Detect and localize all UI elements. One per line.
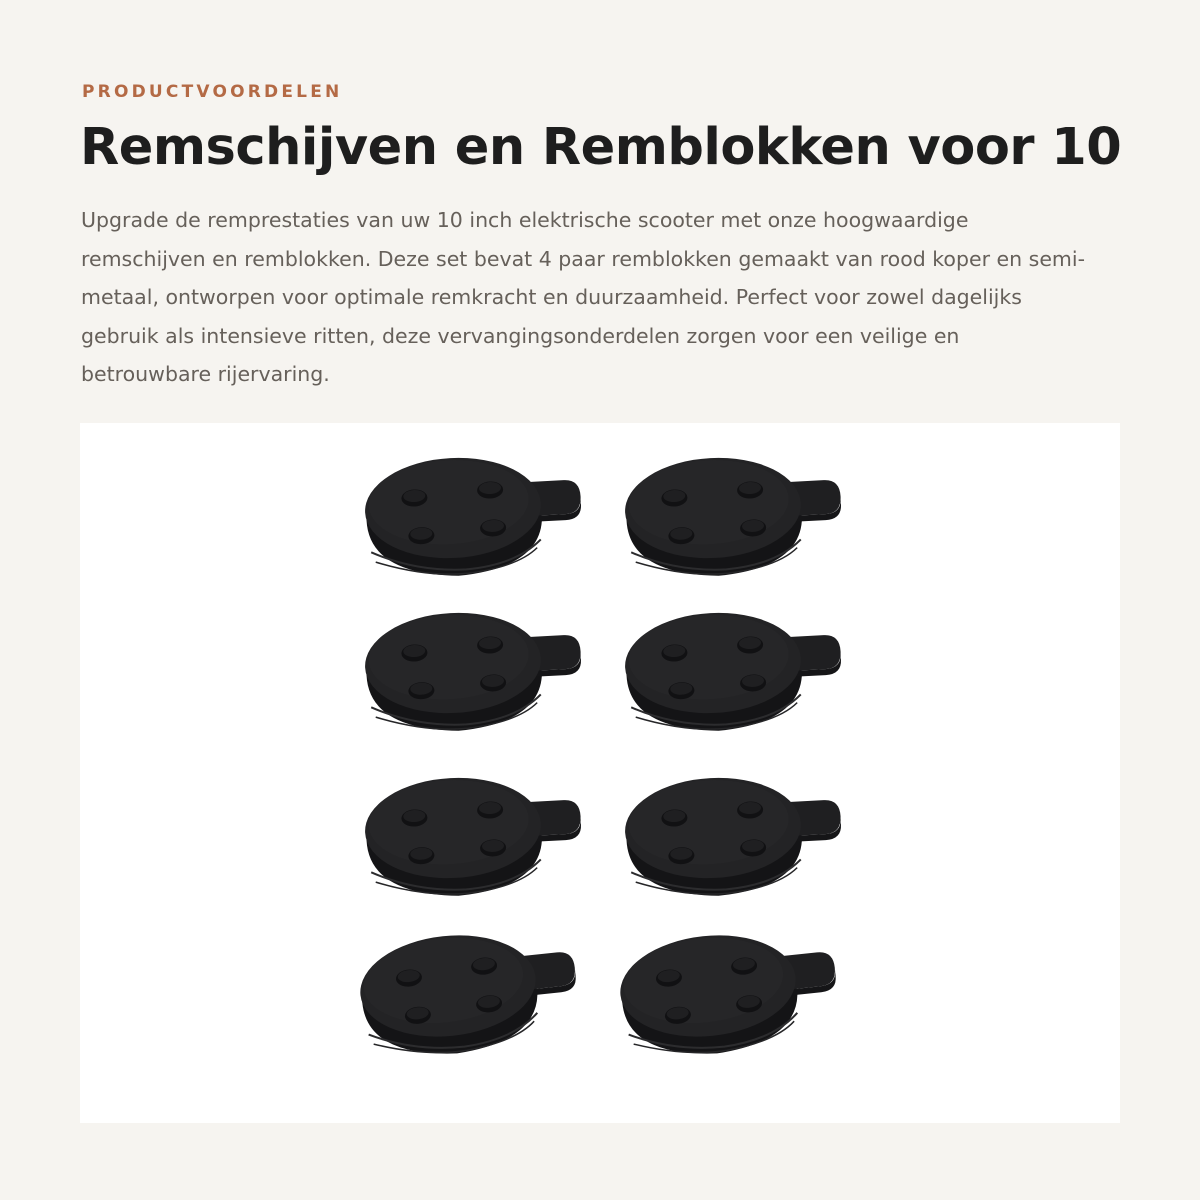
section-title: Remschijven en Remblokken voor 10 [80, 118, 1122, 177]
brake-pad-image [363, 771, 585, 900]
brake-pads-illustration [80, 423, 1120, 1123]
brake-pad-image [623, 451, 845, 580]
section-eyebrow: PRODUCTVOORDELEN [82, 82, 343, 102]
section-description: Upgrade de remprestaties van uw 10 inch elektrische scooter met onze hoogwaardige remschijven en remblokken. Deze set bevat 4 paar remblokken gemaakt van rood koper en semi-metaal, ontworpen voor optimale remkracht en duurzaamheid. Perfect voor zowel dagelijks gebruik als intensieve ritten, deze vervangingsonderdelen zorgen voor een veilige en betrouwbare rijervaring. [81, 208, 1085, 386]
brake-pad-image [623, 606, 845, 735]
product-image [80, 423, 1120, 1123]
brake-pad-image [355, 923, 582, 1063]
brake-pad-image [363, 451, 585, 580]
brake-pad-image [623, 771, 845, 900]
brake-pad-image [615, 923, 842, 1063]
brake-pad-image [363, 606, 585, 735]
